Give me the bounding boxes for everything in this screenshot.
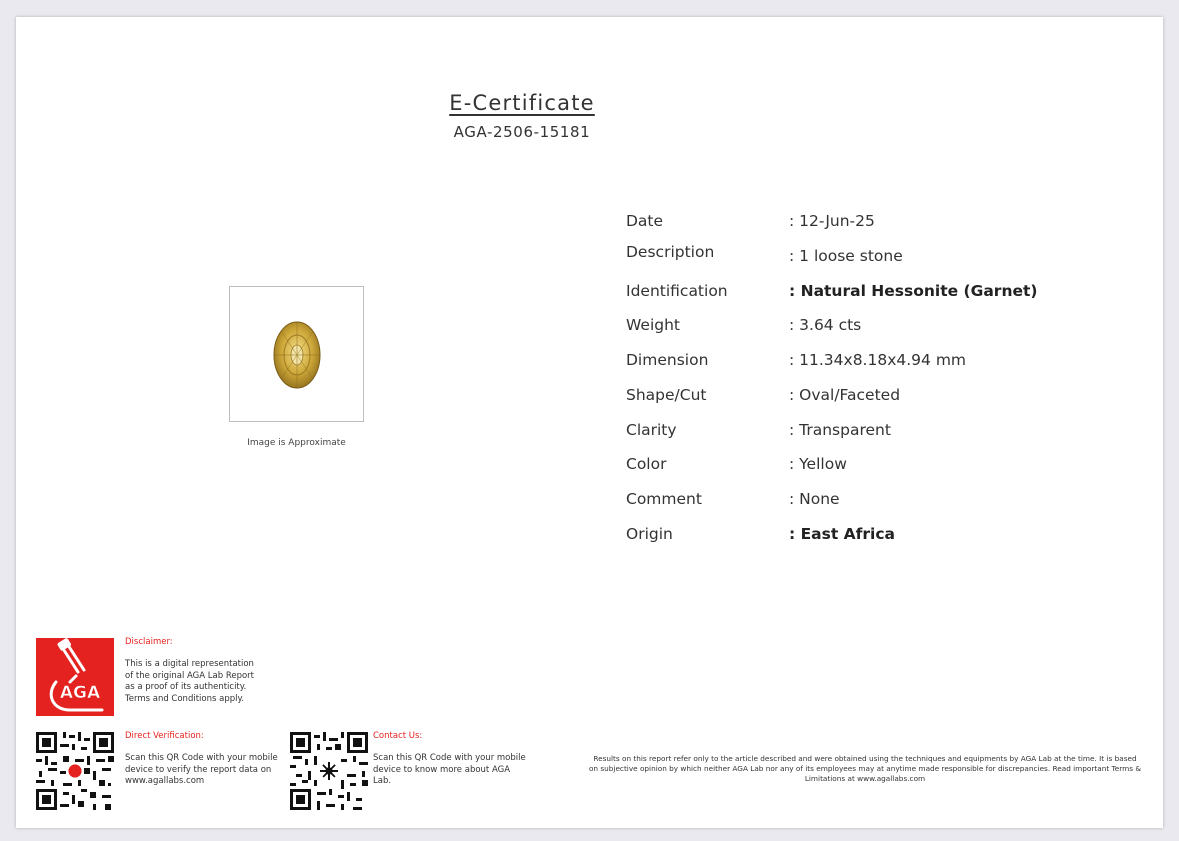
direct-verification <box>125 731 285 788</box>
detail-row-identification <box>626 282 1076 304</box>
contact-us <box>373 731 533 788</box>
qr-code-icon <box>290 732 368 810</box>
certificate-title: E-Certificate <box>449 91 595 115</box>
microscope-logo-icon <box>36 638 114 716</box>
detail-value: : East Africa <box>789 525 896 543</box>
disclaimer-line: of the original AGA Lab Report <box>125 670 255 681</box>
detail-value: : None <box>789 490 840 508</box>
detail-label: Clarity <box>626 421 677 439</box>
detail-label: Origin <box>626 525 673 543</box>
certificate-number: AGA-2506-15181 <box>453 123 591 141</box>
detail-row-date <box>626 212 1076 234</box>
gem-icon <box>230 287 363 421</box>
detail-value: : Yellow <box>789 455 847 473</box>
qr-code-icon <box>36 732 114 810</box>
detail-value: : 12-Jun-25 <box>789 212 875 230</box>
contact-line: Scan this QR Code with your mobile <box>373 753 526 763</box>
detail-label: Color <box>626 455 667 473</box>
detail-label: Comment <box>626 490 702 508</box>
disclaimer-line: as a proof of its authenticity. <box>125 682 247 693</box>
verification-line: device to verify the report data on <box>125 764 272 775</box>
detail-label: Shape/Cut <box>626 386 707 404</box>
contact-line: device to know more about AGA <box>373 764 511 775</box>
aga-logo <box>36 638 114 716</box>
fine-print-line: on subjective opinion by which neither AGA Lab nor any of its employees may at anytime made responsible for discrepancies. Read important Terms & <box>588 764 1142 773</box>
detail-label: Description <box>626 243 715 261</box>
detail-row-description <box>626 243 1076 265</box>
detail-label: Dimension <box>626 351 709 369</box>
detail-value: : 11.34x8.18x4.94 mm <box>789 351 967 369</box>
detail-label: Identification <box>626 282 728 300</box>
detail-row-color <box>626 455 1076 477</box>
contact-heading: Contact Us: <box>373 731 423 741</box>
detail-row-comment <box>626 490 1076 512</box>
disclaimer <box>125 637 265 705</box>
verification-qr-code[interactable] <box>36 732 114 814</box>
detail-value: : Transparent <box>789 421 891 439</box>
disclaimer-line: This is a digital representation <box>125 659 254 669</box>
detail-value: : 3.64 cts <box>789 316 862 334</box>
contact-line: Lab. <box>373 776 392 787</box>
detail-value: : Natural Hessonite (Garnet) <box>789 282 1038 300</box>
detail-row-shape-cut <box>626 386 1076 408</box>
verification-heading: Direct Verification: <box>125 731 204 741</box>
legal-fine-print <box>584 754 1146 784</box>
verification-line: www.agallabs.com <box>125 776 205 787</box>
verification-text <box>125 753 285 788</box>
disclaimer-text <box>125 659 265 705</box>
detail-row-origin <box>626 525 1076 547</box>
detail-label: Weight <box>626 316 681 334</box>
detail-row-clarity <box>626 421 1076 443</box>
detail-value: : 1 loose stone <box>789 247 903 265</box>
certificate-sheet <box>16 17 1163 828</box>
contact-qr-code[interactable] <box>290 732 368 814</box>
title-block <box>406 91 638 141</box>
gem-image <box>229 286 364 422</box>
detail-row-weight <box>626 316 1076 338</box>
fine-print-line: Limitations at www.agallabs.com <box>804 774 926 783</box>
disclaimer-heading: Disclaimer: <box>125 637 173 647</box>
detail-value: : Oval/Faceted <box>789 386 901 404</box>
contact-text <box>373 753 533 788</box>
fine-print-line: Results on this report refer only to the article described and were obtained using the techniques and equipments by AGA Lab at the time. It is based <box>593 754 1137 763</box>
detail-row-dimension <box>626 351 1076 373</box>
disclaimer-line: Terms and Conditions apply. <box>125 693 244 704</box>
image-caption: Image is Approximate <box>247 438 346 448</box>
verification-line: Scan this QR Code with your mobile <box>125 753 278 763</box>
detail-label: Date <box>626 212 664 230</box>
logo-text: AGA <box>59 683 101 703</box>
